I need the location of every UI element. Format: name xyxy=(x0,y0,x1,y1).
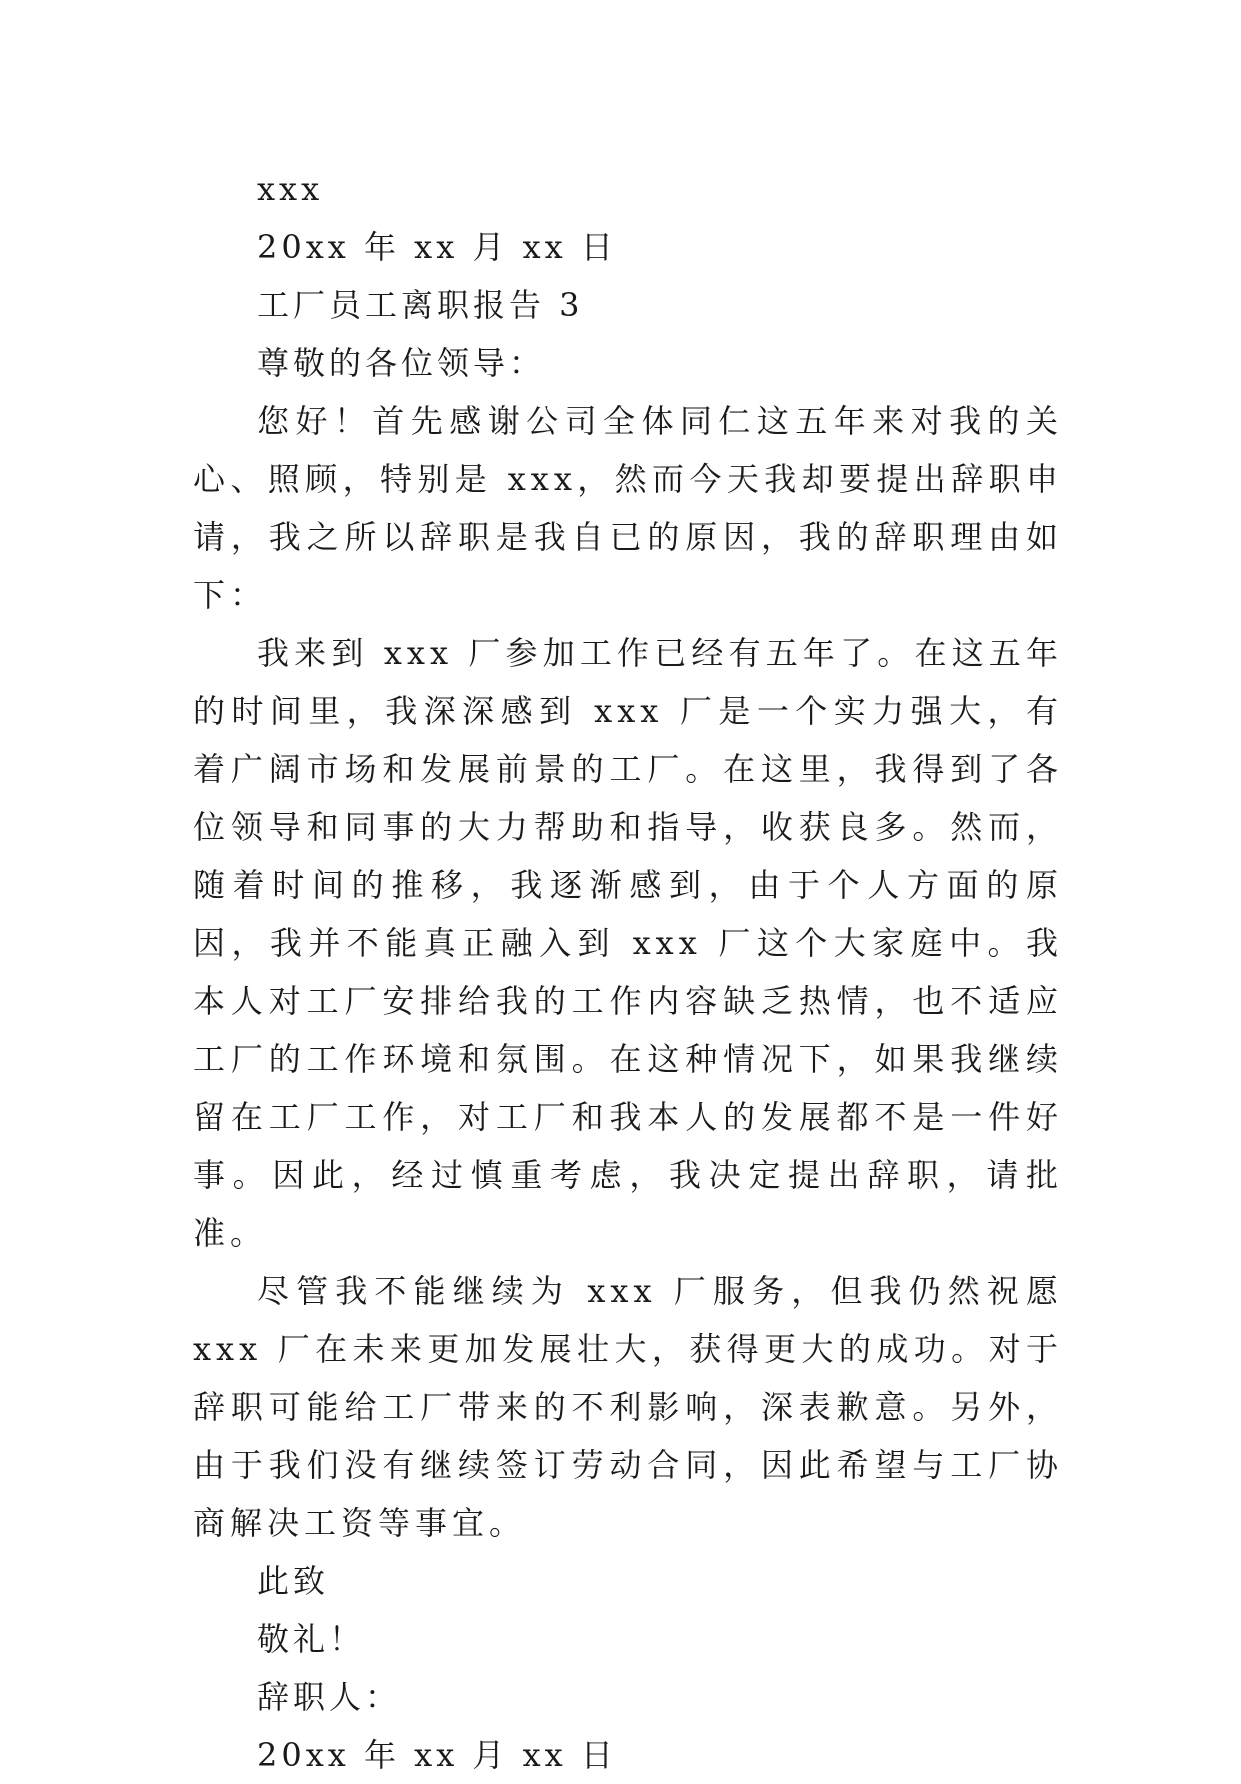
resigner-label: 辞职人： xyxy=(257,1678,402,1716)
closing-line-1: 此致 xyxy=(257,1562,330,1600)
date-top: 20xx 年 xx 月 xx 日 xyxy=(257,228,617,266)
document-body xyxy=(193,160,1063,1784)
paragraph-greeting: 您好！首先感谢公司全体同仁这五年来对我的关心、照顾，特别是 xxx，然而今天我却要提出辞职申请，我之所以辞职是我自已的原因，我的辞职理由如下： xyxy=(193,402,1063,614)
paragraph-wishes: 尽管我不能继续为 xxx 厂服务，但我仍然祝愿 xxx 厂在未来更加发展壮大，获得更大的成功。对于辞职可能给工厂带来的不利影响，深表歉意。另外，由于我们没有继续签订劳动合同，因此希望与工厂协商解决工资等事宜。 xyxy=(193,1272,1063,1542)
document-title: 工厂员工离职报告 3 xyxy=(257,286,584,324)
signature-top: xxx xyxy=(257,170,324,208)
salutation: 尊敬的各位领导： xyxy=(257,344,546,382)
date-bottom: 20xx 年 xx 月 xx 日 xyxy=(257,1736,617,1774)
paragraph-reasons: 我来到 xxx 厂参加工作已经有五年了。在这五年的时间里，我深深感到 xxx 厂是一个实力强大，有着广阔市场和发展前景的工厂。在这里，我得到了各位领导和同事的大力帮助和指导，收获良多。然而，随着时间的推移，我逐渐感到，由于个人方面的原因，我并不能真正融入到 xxx 厂这个大家庭中。我本人对工厂安排给我的工作内容缺乏热情，也不适应工厂的工作环境和氛围。在这种情况下，如果我继续留在工厂工作，对工厂和我本人的发展都不是一件好事。因此，经过慎重考虑，我决定提出辞职，请批准。 xyxy=(193,634,1063,1252)
closing-line-2: 敬礼！ xyxy=(257,1620,366,1658)
